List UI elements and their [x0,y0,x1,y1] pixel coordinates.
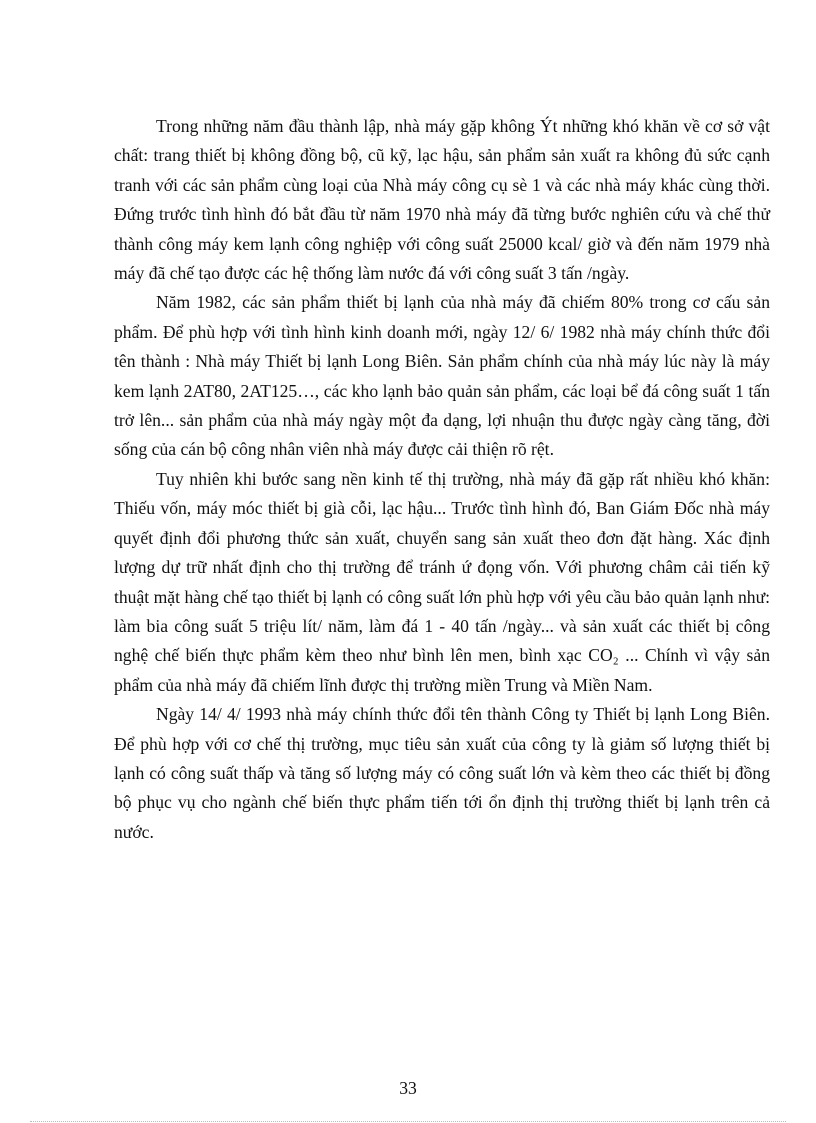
paragraph-1: Trong những năm đầu thành lập, nhà máy gặp không Ýt những khó khăn về cơ sở vật chất: trang thiết bị không đồng bộ, cũ kỹ, lạc hậu, sản phẩm sản xuất ra không đủ sức cạnh tranh với các sản phẩm cùng loại của Nhà máy công cụ sè 1 và các nhà máy khác cùng thời. Đứng trước tình hình đó bắt đầu từ năm 1970 nhà máy đã từng bước nghiên cứu và chế thử thành công máy kem lạnh công nghiệp với công suất 25000 kcal/ giờ và đến năm 1979 nhà máy đã chế tạo được các hệ thống làm nước đá với công suất 3 tấn /ngày. [114,116,770,284]
footer-divider [30,1121,786,1122]
paragraph-2: Năm 1982, các sản phẩm thiết bị lạnh của nhà máy đã chiếm 80% trong cơ cấu sản phẩm. Để phù hợp với tình hình kinh doanh mới, ngày 12/ 6/ 1982 nhà máy chính thức đổi tên thành : Nhà máy Thiết bị lạnh Long Biên. Sản phẩm chính của nhà máy lúc này là máy kem lạnh 2AT80, 2AT125…, các kho lạnh bảo quản sản phẩm, các loại bể đá công suất 1 tấn trở lên... sản phẩm của nhà máy ngày một đa dạng, lợi nhuận thu được ngày càng tăng, đời sống của cán bộ công nhân viên nhà máy được cải thiện rõ rệt. [114,292,770,460]
page-number: 33 [399,1078,417,1098]
paragraph-3: Tuy nhiên khi bước sang nền kinh tế thị trường, nhà máy đã gặp rất nhiều khó khăn: Thiếu vốn, máy móc thiết bị già cỗi, lạc hậu... Trước tình hình đó, Ban Giám Đốc nhà máy quyết định đổi phương thức sản xuất, chuyển sang sản xuất theo đơn đặt hàng. Xác định lượng dự trữ nhất định cho thị trường để tránh ứ đọng vốn. Với phương châm cải tiến kỹ thuật mặt hàng chế tạo thiết bị lạnh có công suất lớn phù hợp với yêu cầu bảo quản lạnh như: làm bia công suất 5 triệu lít/ năm, làm đá 1 - 40 tấn /ngày... và sản xuất các thiết bị công nghệ chế biến thực phẩm kèm theo như bình lên men, bình xạc CO₂ ... Chính vì vậy sản phẩm của nhà máy đã chiếm lĩnh được thị trường miền Trung và Miền Nam. [114,468,770,695]
body-text [114,112,770,847]
paragraph-4: Ngày 14/ 4/ 1993 nhà máy chính thức đổi tên thành Công ty Thiết bị lạnh Long Biên. Để phù hợp với cơ chế thị trường, mục tiêu sản xuất của công ty là giảm số lượng thiết bị lạnh có công suất thấp và tăng số lượng máy có công suất lớn và kèm theo các thiết bị đồng bộ phục vụ cho ngành chế biến thực phẩm tiến tới ổn định thị trường thiết bị lạnh trên cả nước. [114,704,770,842]
